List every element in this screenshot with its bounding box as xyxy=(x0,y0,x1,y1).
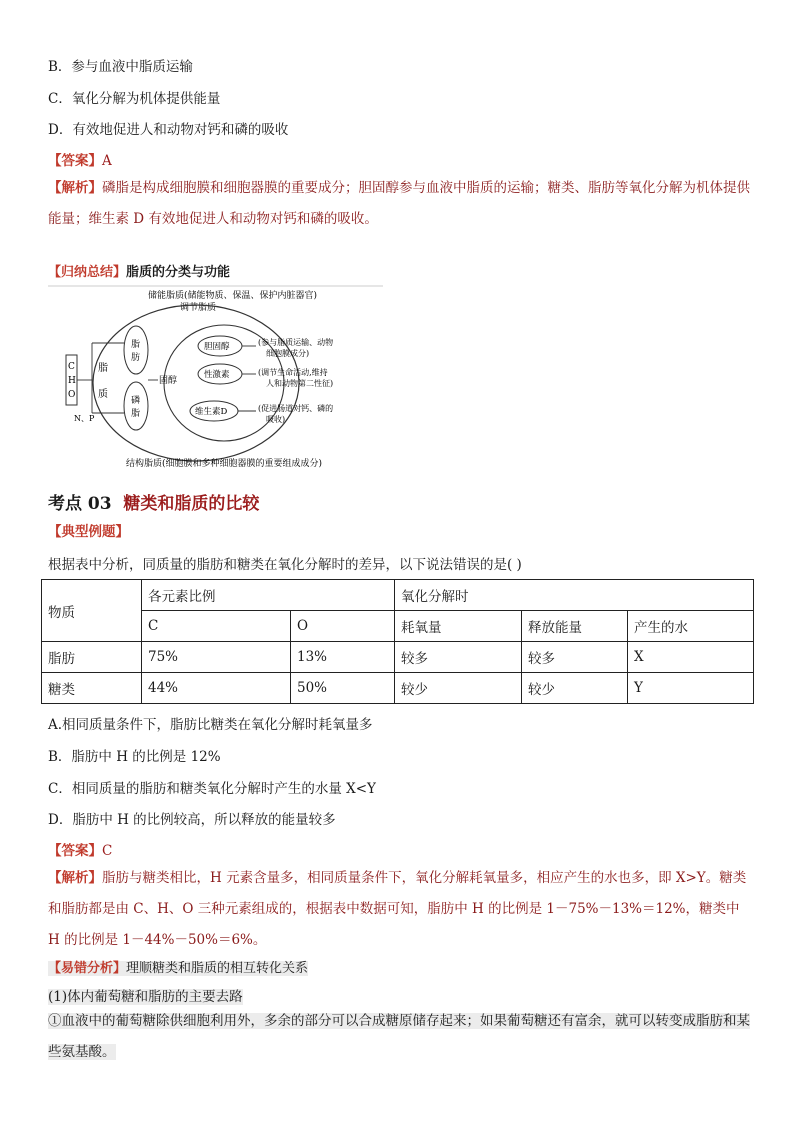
analysis-text: 磷脂是构成细胞膜和细胞器膜的重要成分；胆固醇参与血液中脂质的运输；糖类、脂肪等氧化分解为机体提供能量；维生素 D 有效地促进人和动物对钙和磷的吸收。 xyxy=(48,180,750,227)
table-cell: 较多 xyxy=(522,642,628,673)
fat-ellipse xyxy=(124,326,148,374)
table-cell: 释放能量 xyxy=(522,611,628,642)
option2-b: B．脂肪中 H 的比例是 12% xyxy=(48,749,221,765)
point-1: (1)体内葡萄糖和脂肪的主要去路 xyxy=(48,989,243,1005)
vitamin-d-label: 维生素D xyxy=(195,407,228,417)
lipid-char-1: 脂 xyxy=(98,363,108,374)
vitamin-d-note-2: 吸收) xyxy=(266,415,286,424)
element-o: O xyxy=(68,390,76,400)
question: 根据表中分析，同质量的脂肪和糖类在氧化分解时的差异，以下说法错误的是( ) xyxy=(48,557,522,573)
table-cell: 50% xyxy=(291,673,395,704)
table-cell: 耗氧量 xyxy=(395,611,522,642)
table-cell: Y xyxy=(628,673,754,704)
comparison-table xyxy=(41,579,754,704)
table-cell: 较少 xyxy=(395,673,522,704)
mistake-tag: 【易错分析】 xyxy=(48,961,127,976)
table-cell: 脂肪 xyxy=(42,642,142,673)
lipid-char-2: 质 xyxy=(98,389,108,400)
answer-value: A xyxy=(102,153,112,169)
cholesterol-label: 胆固醇 xyxy=(204,342,230,352)
table-cell: 各元素比例 xyxy=(142,580,395,611)
point-1-text: ①血液中的葡萄糖除供细胞利用外，多余的部分可以合成糖原储存起来；如果葡萄糖还有富余，就可以转变成脂肪和某些氨基酸。 xyxy=(48,1013,750,1060)
mistake-title: 理顺糖类和脂质的相互转化关系 xyxy=(126,961,309,976)
table-cell: O xyxy=(291,611,395,642)
answer-tag: 【答案】 xyxy=(48,843,102,859)
summary-tag: 【归纳总结】 xyxy=(48,265,127,280)
table-cell: 较少 xyxy=(522,673,628,704)
element-h: H xyxy=(68,376,76,386)
section-title: 糖类和脂质的比较 xyxy=(123,494,260,514)
option2-a: A.相同质量条件下，脂肪比糖类在氧化分解时耗氧量多 xyxy=(48,717,373,733)
option-c: C．氧化分解为机体提供能量 xyxy=(48,91,221,107)
analysis-tag: 【解析】 xyxy=(48,870,102,886)
section-heading xyxy=(48,489,259,514)
vitamin-d-note-1: (促进肠道对钙、磷的 xyxy=(258,404,334,413)
table-row xyxy=(42,642,754,673)
diagram-sub-caption: 调节脂质 xyxy=(180,303,217,313)
table-cell: 13% xyxy=(291,642,395,673)
table-row xyxy=(42,611,754,642)
section-label: 考点 03 xyxy=(48,494,112,514)
element-c: C xyxy=(68,362,75,372)
table-cell: 糖类 xyxy=(42,673,142,704)
analysis-2 xyxy=(48,863,753,956)
cholesterol-note-1: (参与脂质运输、动物 xyxy=(258,338,334,347)
table-row xyxy=(42,673,754,704)
phospholipid-ellipse xyxy=(124,382,148,430)
table-cell: 产生的水 xyxy=(628,611,754,642)
table-cell: X xyxy=(628,642,754,673)
option-b: B．参与血液中脂质运输 xyxy=(48,59,193,75)
table-cell: 75% xyxy=(142,642,291,673)
sterol-label: 固醇 xyxy=(159,376,178,386)
summary-heading xyxy=(48,261,230,280)
table-row xyxy=(42,580,754,611)
element-np: N、P xyxy=(74,414,95,423)
analysis-text: 脂肪与糖类相比，H 元素含量多，相同质量条件下，氧化分解耗氧量多，相应产生的水也多，即 X>Y。糖类和脂肪都是由 C、H、O 三种元素组成的，根据表中数据可知，脂肪中 H 的比例是 1－75%－13%＝12%，糖类中 H 的比例是 1－44%－50%＝6%。 xyxy=(48,870,747,948)
diagram-bottom-caption: 结构脂质(细胞膜和多种细胞器膜的重要组成成分) xyxy=(126,459,323,469)
sex-hormone-note-1: (调节生命活动,维持 xyxy=(258,368,328,377)
diagram-top-caption: 储能脂质(储能物质、保温、保护内脏器官) xyxy=(148,291,318,301)
option2-d: D．脂肪中 H 的比例较高，所以释放的能量较多 xyxy=(48,812,336,828)
analysis-tag: 【解析】 xyxy=(48,180,102,196)
option2-c: C．相同质量的脂肪和糖类氧化分解时产生的水量 X<Y xyxy=(48,781,376,797)
phos-char-2: 脂 xyxy=(131,409,141,419)
table-cell: 物质 xyxy=(42,580,142,642)
answer-tag: 【答案】 xyxy=(48,153,102,169)
option-d: D．有效地促进人和动物对钙和磷的吸收 xyxy=(48,122,289,138)
fat-char-2: 肪 xyxy=(131,353,141,363)
answer-value: C xyxy=(102,843,113,859)
table-cell: 较多 xyxy=(395,642,522,673)
summary-title: 脂质的分类与功能 xyxy=(126,265,231,280)
example-tag: 【典型例题】 xyxy=(48,524,129,540)
lipid-classification-diagram xyxy=(48,283,383,473)
phos-char-1: 磷 xyxy=(131,396,141,406)
table-cell: 氧化分解时 xyxy=(395,580,754,611)
answer-1 xyxy=(48,149,112,169)
table-cell: 44% xyxy=(142,673,291,704)
sex-hormone-label: 性激素 xyxy=(204,370,230,380)
sex-hormone-note-2: 人和动物第二性征) xyxy=(266,379,334,388)
cholesterol-note-2: 细胞膜成分) xyxy=(266,349,310,358)
analysis-1 xyxy=(48,173,753,235)
table-cell: C xyxy=(142,611,291,642)
mistake-heading xyxy=(48,957,308,976)
answer-2 xyxy=(48,839,112,859)
example-heading xyxy=(48,520,129,540)
fat-char-1: 脂 xyxy=(131,340,141,350)
